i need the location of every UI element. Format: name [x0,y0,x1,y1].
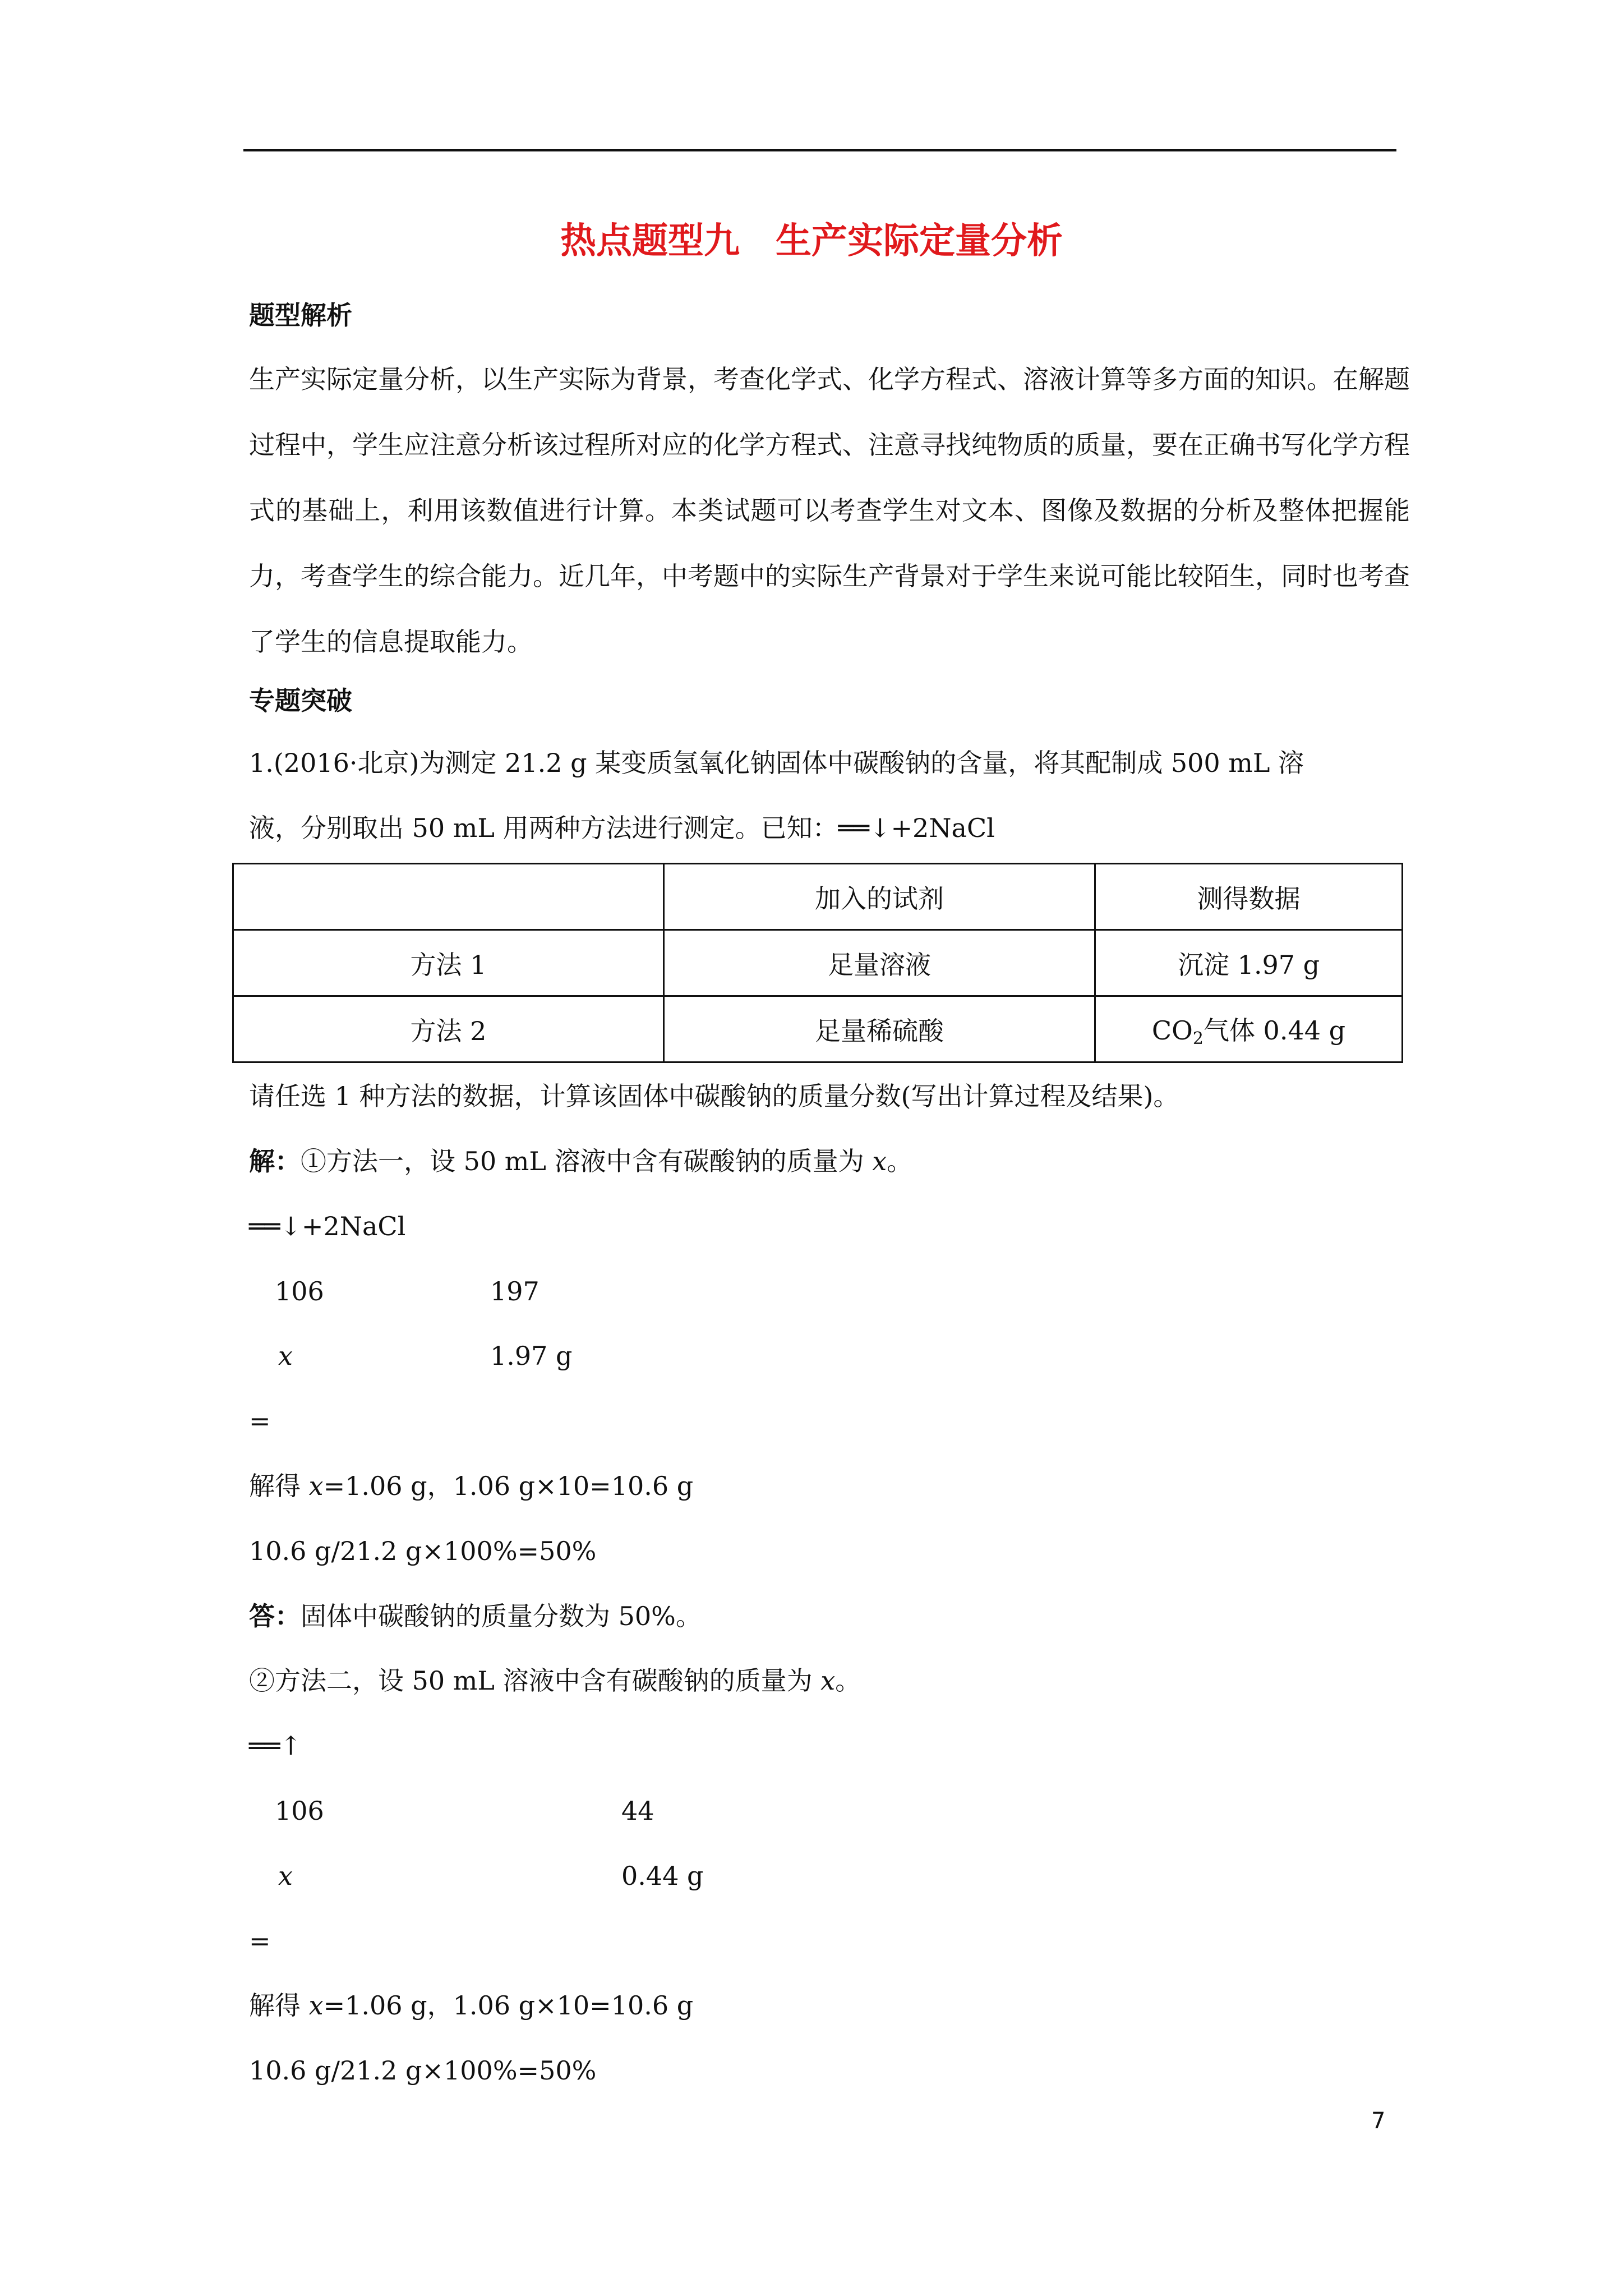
table-header-cell: 加入的试剂 [664,864,1095,930]
analysis-paragraph: 生产实际定量分析，以生产实际为背景，考查化学式、化学方程式、溶液计算等多方面的知识。在解题过程中，学生应注意分析该过程所对应的化学方程式、注意寻找纯物质的质量，要在正确书写化学方程式的基础上，利用该数值进行计算。本类试题可以考查学生对文本、图像及数据的分析及整体把握能力，考查学生的综合能力。近几年，中考题中的实际生产背景对于学生来说可能比较陌生，同时也考查了学生的信息提取能力。 [249,364,1410,657]
method2-percentage: 10.6 g/21.2 g×100%=50% [249,2055,597,2086]
solve-rest: =1.06 g，1.06 g×10=10.6 g [323,1471,694,1501]
solve-prefix: 解得 [249,1990,309,2021]
method2-intro-text: ②方法二，设 50 mL 溶液中含有碳酸钠的质量为 [249,1665,821,1696]
answer-label: 答： [249,1601,301,1631]
method2-solve [249,1989,693,2022]
var-x: x [872,1146,887,1176]
answer-line [249,1599,702,1633]
answer-text: 固体中碳酸钠的质量分数为 50%。 [301,1601,702,1631]
method1-var-x: x [278,1341,293,1371]
question-line-1: 1.(2016·北京)为测定 21.2 g 某变质氢氧化钠固体中碳酸钠的含量，将其配制成 500 mL 溶 [249,748,1304,778]
table-cell-reagent: 足量溶液 [664,930,1095,996]
method1-coef-b: 197 [490,1276,540,1306]
table-cell-result: 沉淀 1.97 g [1095,930,1403,996]
table-cell-method: 方法 1 [233,930,664,996]
solution-intro-2 [249,1664,861,1697]
prompt-line: 请任选 1 种方法的数据，计算该固体中碳酸钠的质量分数(写出计算过程及结果)。 [249,1081,1179,1111]
data-table [232,863,1403,1063]
table-header-cell: 测得数据 [1095,864,1403,930]
question-line-2: 液，分别取出 50 mL 用两种方法进行测定。已知：══↓+2NaCl [249,813,995,843]
table-cell-reagent: 足量稀硫酸 [664,996,1095,1062]
method1-solve [249,1469,693,1503]
var-x: x [308,1471,324,1501]
co2-subscript: 2 [1192,1028,1204,1048]
solve-prefix: 解得 [249,1471,309,1501]
method2-coef-a: 106 [275,1796,324,1826]
method2-mass: 0.44 g [621,1861,704,1891]
table-cell-result [1095,996,1403,1062]
method1-percentage: 10.6 g/21.2 g×100%=50% [249,1536,597,1566]
solution-intro-1 [249,1144,912,1178]
section-heading-practice: 专题突破 [249,685,352,716]
method1-ratio: = [249,1406,271,1436]
method1-coef-a: 106 [275,1276,324,1306]
table-row [233,930,1403,996]
table-cell-method: 方法 2 [233,996,664,1062]
section-heading-analysis: 题型解析 [249,300,352,330]
method1-mass: 1.97 g [490,1341,573,1371]
co2-formula: CO [1151,1015,1193,1046]
method2-ratio: = [249,1926,271,1956]
var-x: x [820,1665,836,1696]
period: 。 [835,1665,861,1696]
table-header-row [233,864,1403,930]
solution-intro-text: ①方法一，设 50 mL 溶液中含有碳酸钠的质量为 [301,1146,873,1176]
page-title: 热点题型九 生产实际定量分析 [560,220,1063,262]
method2-equation: ══↑ [249,1731,302,1761]
method2-var-x: x [278,1861,293,1891]
var-x: x [308,1990,324,2021]
method2-coef-b: 44 [621,1796,654,1826]
method1-equation: ══↓+2NaCl [249,1211,406,1241]
co2-result-text: 气体 0.44 g [1203,1015,1346,1046]
solution-label: 解： [249,1146,301,1176]
table-header-cell [233,864,664,930]
page-number: 7 [1371,2108,1386,2134]
table-row [233,996,1403,1062]
period: 。 [887,1146,913,1176]
solve-rest: =1.06 g，1.06 g×10=10.6 g [323,1990,694,2021]
header-rule [243,149,1396,151]
